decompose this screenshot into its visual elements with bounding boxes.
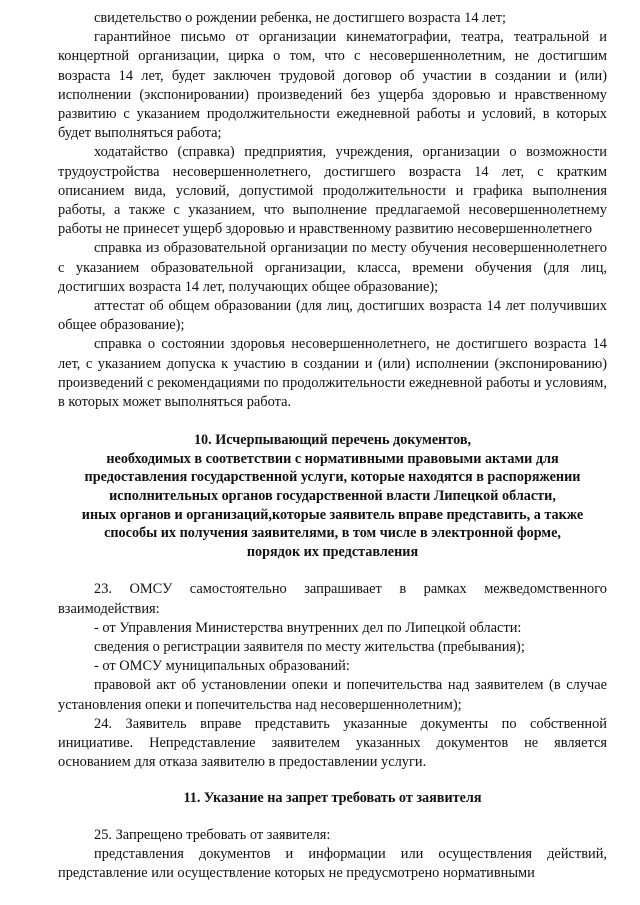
section-11-heading: 11. Указание на запрет требовать от заявителя [183,790,482,807]
paragraph-mvd-source: - от Управления Министерства внутренних дел по Липецкой области: [94,619,522,636]
heading-line: предоставления государственной услуги, которые находятся в распоряжении [84,469,581,486]
heading-line: необходимых в соответствии с нормативными правовыми актами для [106,450,559,467]
paragraph-registration-info: сведения о регистрации заявителя по месту жительства (пребывания); [94,639,525,656]
document-body [58,9,607,884]
heading-line: способы их получения заявителями, в том числе в электронной форме, [104,525,561,542]
paragraph-education-certificate: аттестат об общем образовании (для лиц, достигших возраста 14 лет получивших общее образование); [58,298,607,334]
paragraph-birth-certificate: свидетельство о рождении ребенка, не достигшего возраста 14 лет; [94,10,507,26]
heading-line: порядок их представления [246,543,419,560]
paragraph-24: 24. Заявитель вправе представить указанные документы по собственной инициативе. Непредставление заявителем указанных документов не является основанием для отказа заявителю в предоставлении услуги. [58,715,607,771]
paragraph-health-certificate: справка о состоянии здоровья несовершеннолетнего, не достигшего возраста 14 лет, с указанием допуска к участию в создании и (или) исполнении (экспонированию) произведений с рекомендациями по продолжительности ежедневной работы и условиям, в которых может выполняться работа. [58,336,607,411]
heading-line: 10. Исчерпывающий перечень документов, [193,432,472,449]
paragraph-prohibition: представления документов и информации или осуществления действий, представление или осуществление которых не предусмотрено нормативными [58,846,607,882]
paragraph-guarantee-letter: гарантийное письмо от организации кинематографии, театра, театральной и концертной организации, цирка о том, что с несовершеннолетним, не достигшим возраста 14 лет, будет заключен трудовой договор об участии в создании и (или) исполнении (экспонировании) произведений без ущерба здоровью и нравственному развитию с указанием продолжительности ежедневной работы и условий, в которых будет выполняться работа; [58,29,607,142]
paragraph-petition: ходатайство (справка) предприятия, учреждения, организации о возможности трудоустройства несовершеннолетнего, достигшего возраста 14 лет, с кратким описанием вида, условий, допустимой продолжительности и графика выполнения работы, а также с указанием, что выполнение предлагаемой несовершеннолетнему работы не принесет ущерб здоровью и нравственному развитию несовершеннолетнего [58,144,607,238]
heading-line: иных органов и организаций,которые заявитель вправе представить, а также [81,506,584,523]
paragraph-school-certificate: справка из образовательной организации по месту обучения несовершеннолетнего с указанием образовательной организации, класса, времени обучения (для лиц, достигших возраста 14 лет, получающих общее образование); [58,240,607,295]
paragraph-guardianship-act: правовой акт об установлении опеки и попечительства над заявителем (в случае установления опеки и попечительства над несовершеннолетним); [58,677,607,713]
paragraph-omsu-source: - от ОМСУ муниципальных образований: [94,658,350,675]
heading-line: исполнительных органов государственной власти Липецкой области, [109,488,556,505]
section-10-heading [58,431,607,561]
paragraph-23: 23. ОМСУ самостоятельно запрашивает в рамках межведомственного взаимодействия: [58,581,607,617]
paragraph-25: 25. Запрещено требовать от заявителя: [94,827,331,844]
